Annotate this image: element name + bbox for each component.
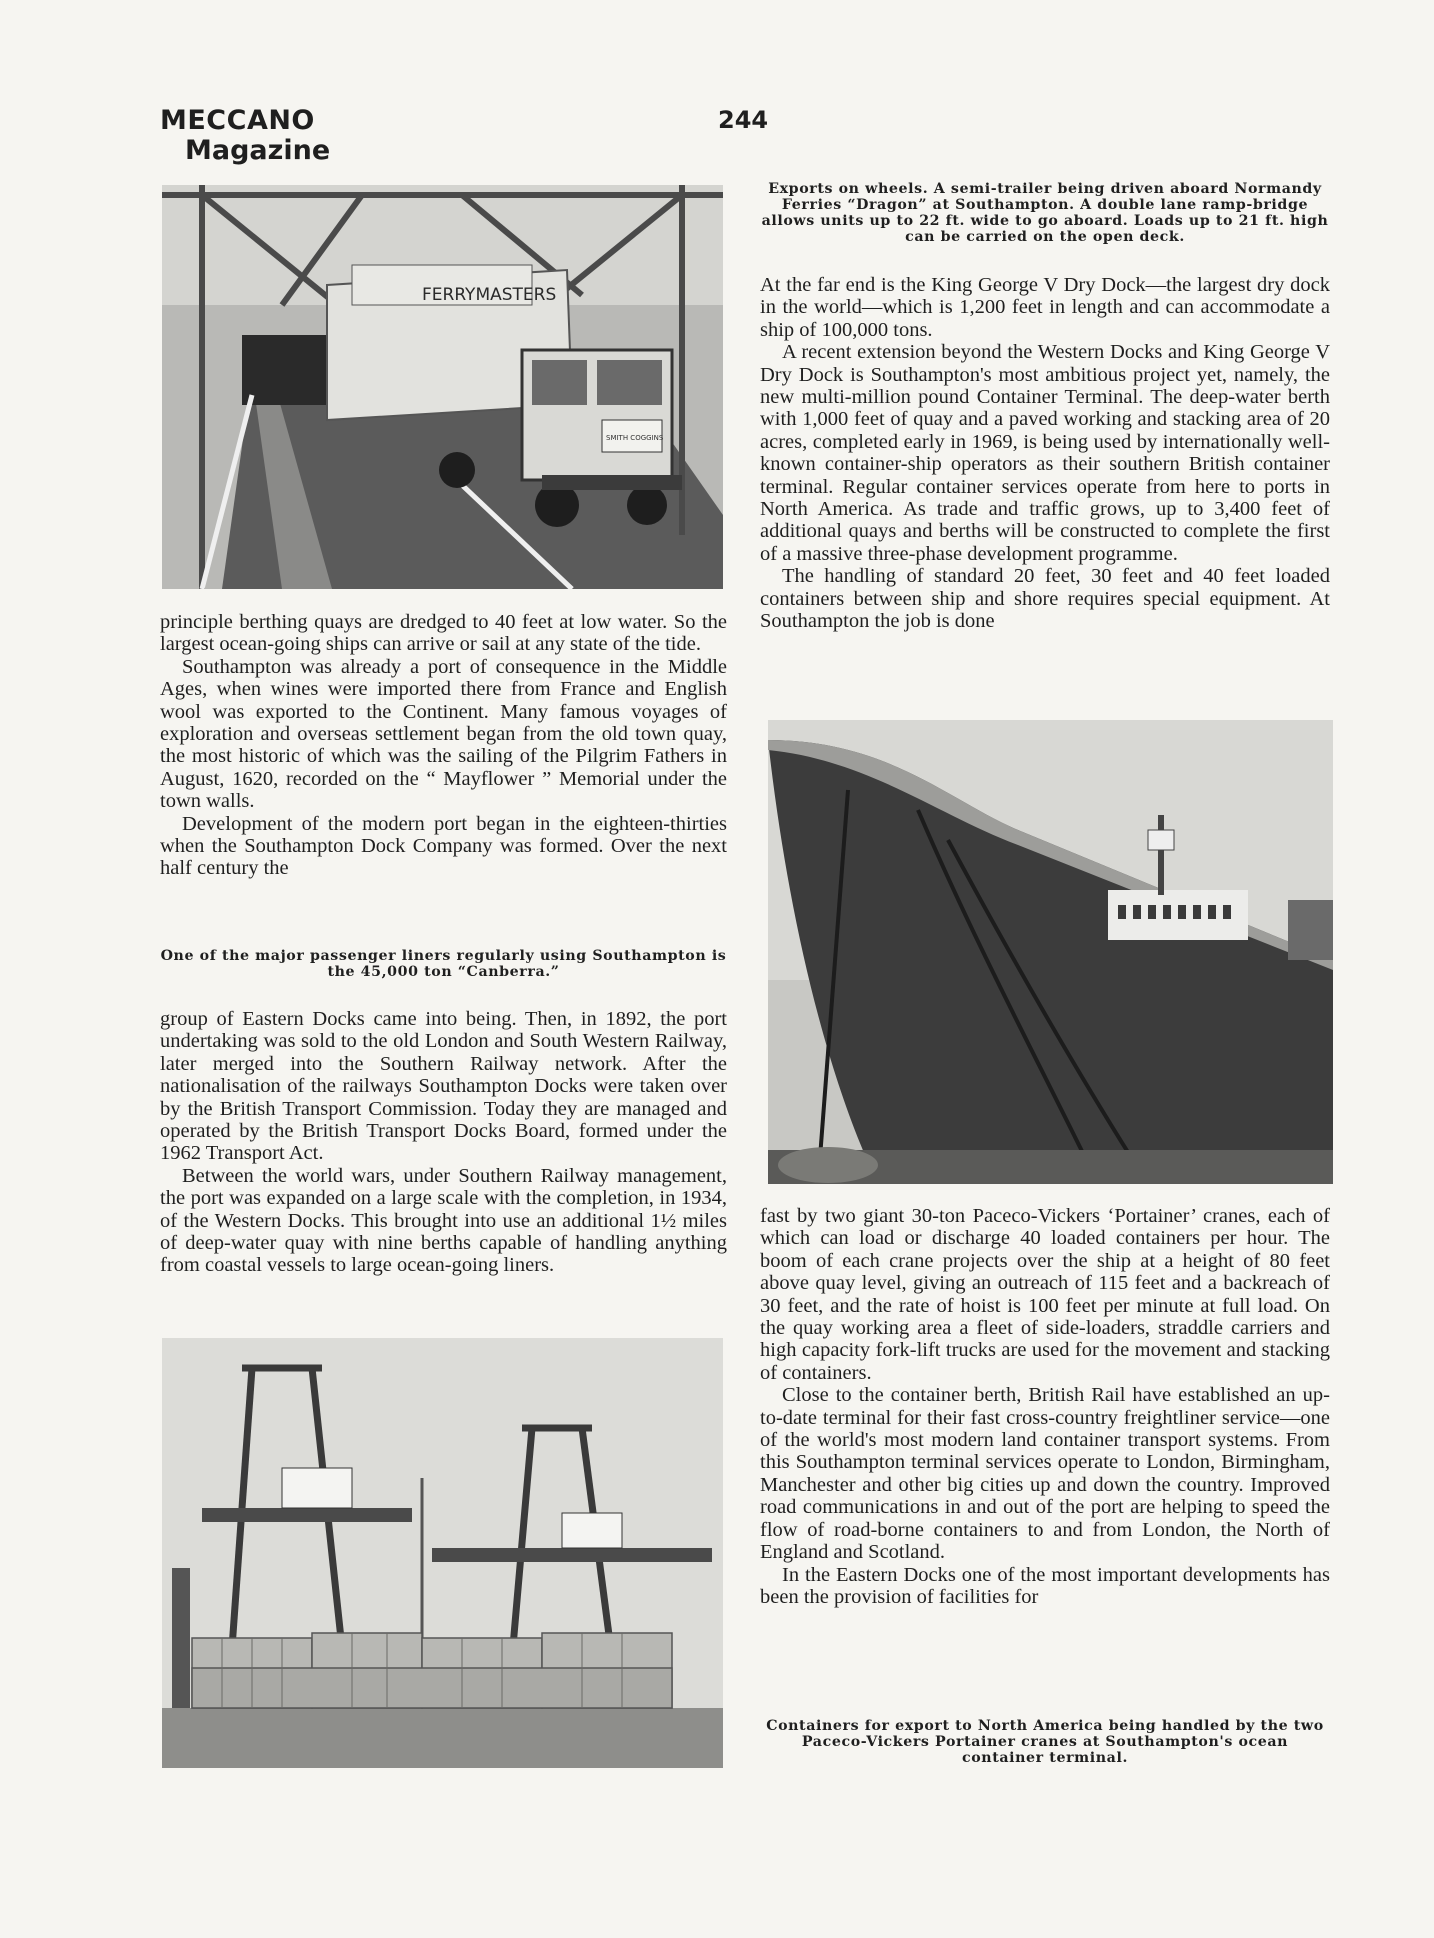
canberra-photo-caption: One of the major passenger liners regularly using Southampton is the 45,000 ton “Canberra.” xyxy=(160,948,727,980)
right-column-bottom xyxy=(760,1205,1330,1608)
left-column-bottom xyxy=(160,1008,727,1277)
paragraph: Development of the modern port began in the eighteen-thirties when the Southampton Dock Company was formed. Over the next half century the xyxy=(160,812,727,880)
paragraph: In the Eastern Docks one of the most important developments has been the provision of facilities for xyxy=(760,1563,1330,1608)
ferry-lorry-photo xyxy=(162,185,723,589)
paragraph: At the far end is the King George V Dry Dock—the largest dry dock in the world—which is 1,200 feet in length and can accommodate a ship of 100,000 tons. xyxy=(760,274,1330,341)
container-cranes-photo xyxy=(162,1338,723,1768)
right-column-top xyxy=(760,274,1330,633)
paragraph: A recent extension beyond the Western Docks and King George V Dry Dock is Southampton's most ambitious project yet, namely, the new multi-million pound Container Terminal. The deep-water berth with 1,000 feet of quay and a paved working and stacking area of 20 acres, completed early in 1969, is being used by internationally well-known container-ship operators as their southern British container terminal. Regular container services operate from here to ports in North America. As trade and traffic grows, up to 3,400 feet of additional quays and berths will be constructed to complete the first of a massive three-phase development programme. xyxy=(760,341,1330,565)
paragraph: Southampton was already a port of consequence in the Middle Ages, when wines were imported there from France and English wool was exported to the Continent. Many famous voyages of exploration and overseas settlement began from the old town quay, the most historic of which was the sailing of the Pilgrim Fathers in August, 1620, recorded on the “ Mayflower ” Memorial under the town walls. xyxy=(160,655,727,813)
paragraph: fast by two giant 30-ton Paceco-Vickers ‘Portainer’ cranes, each of which can load or discharge 40 loaded containers per hour. The boom of each crane projects over the ship at a height of 80 feet above quay level, giving an outreach of 115 feet and a backreach of 30 feet, and the rate of hoist is 100 feet per minute at full load. On the quay working area a fleet of side-loaders, straddle carriers and high capacity fork-lift trucks are used for the movement and stacking of containers. xyxy=(760,1205,1330,1384)
masthead xyxy=(160,106,330,166)
paragraph: group of Eastern Docks came into being. Then, in 1892, the port undertaking was sold to the old London and South Western Railway, later merged into the Southern Railway network. After the nationalisation of the railways Southampton Docks were taken over by the British Transport Commission. Today they are managed and operated by the British Transport Docks Board, formed under the 1962 Transport Act. xyxy=(160,1008,727,1165)
ferry-photo-caption: Exports on wheels. A semi-trailer being driven aboard Normandy Ferries “Dragon” at Southampton. A double lane ramp-bridge allows units up to 22 ft. wide to go aboard. Loads up to 21 ft. high can be carried on the open deck. xyxy=(761,181,1329,245)
masthead-subtitle: Magazine xyxy=(185,135,331,166)
canberra-liner-photo xyxy=(768,720,1333,1184)
paragraph: Between the world wars, under Southern Railway management, the port was expanded on a large scale with the completion, in 1934, of the Western Docks. This brought into use an additional 1½ miles of deep-water quay with nine berths capable of handling anything from coastal vessels to large ocean-going liners. xyxy=(160,1164,727,1277)
trailer-lettering: FERRYMASTERS xyxy=(422,285,557,305)
paragraph: principle berthing quays are dredged to 40 feet at low water. So the largest ocean-going ships can arrive or sail at any state of the tide. xyxy=(160,611,727,656)
masthead-title: MECCANO xyxy=(160,105,315,136)
paragraph: Close to the container berth, British Rail have established an up-to-date terminal for their fast cross-country freightliner service—one of the world's most modern land container transport systems. From this Southampton terminal services operate to London, Birmingham, Manchester and other big cities up and down the country. Improved road communications in and out of the port are helping to speed the flow of road-borne containers to and from London, the North of England and Scotland. xyxy=(760,1384,1330,1564)
left-column-top xyxy=(160,611,727,880)
page-number: 244 xyxy=(718,106,769,134)
cab-lettering: SMITH COGGINS xyxy=(606,434,664,442)
paragraph: The handling of standard 20 feet, 30 feet and 40 feet loaded containers between ship and shore requires special equipment. At Southampton the job is done xyxy=(760,565,1330,633)
cranes-photo-caption: Containers for export to North America being handled by the two Paceco-Vickers Portainer cranes at Southampton's ocean container terminal. xyxy=(766,1718,1324,1766)
